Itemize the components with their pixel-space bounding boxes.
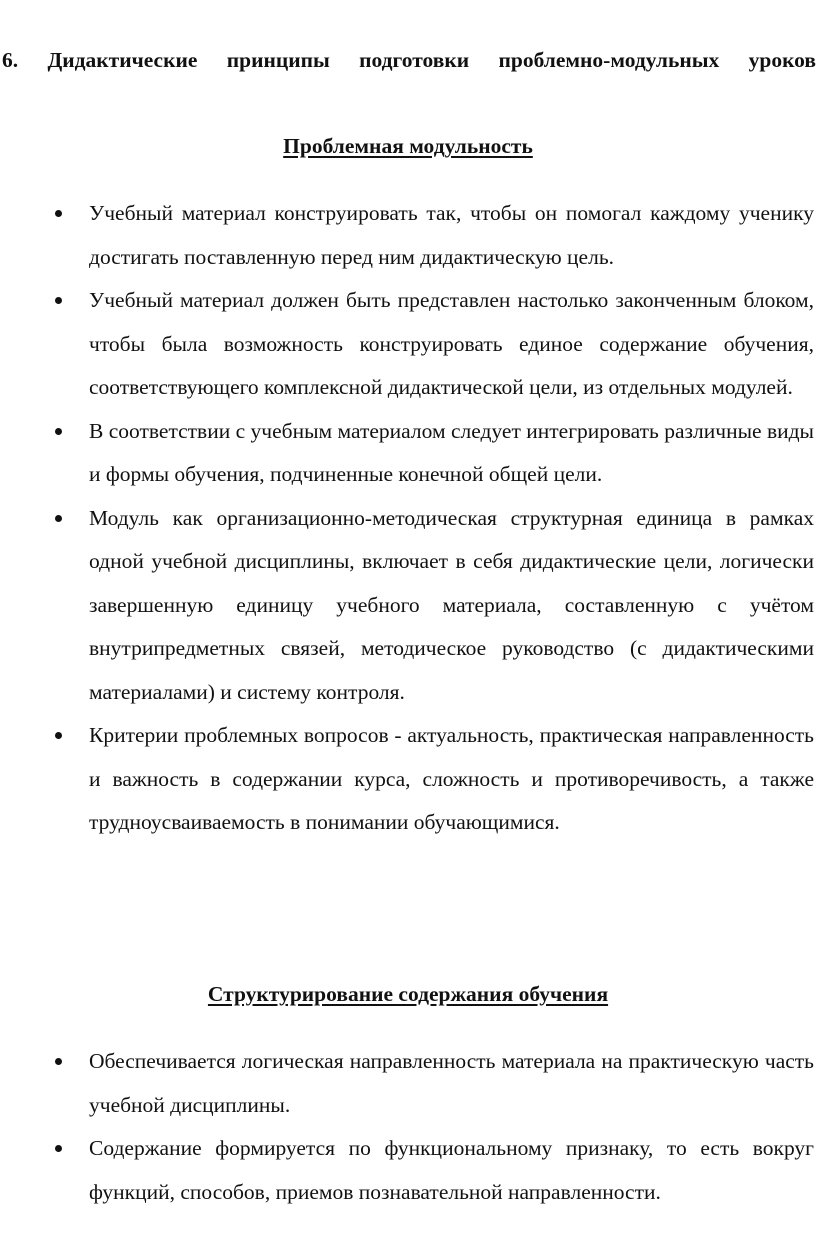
list-item-text: Модуль как организационно-методическая структурная единица в рамках одной учебной дисциплины, включает в себя дидактические цели, логически завершенную единицу учебного материала, составленную с учётом внутрипредметных связей, методическое руководство (с дидактическими материалами) и систему контроля. [89,505,814,704]
list-item-text: Содержание формируется по функциональному признаку, то есть вокруг функций, способов, приемов познавательной направленности. [89,1136,814,1204]
list-item [0,1127,816,1214]
page-title: 6. Дидактические принципы подготовки проблемно-модульных уроков [2,48,816,72]
list-item-text: В соответствии с учебным материалом следует интегрировать различные виды и формы обучения, подчиненные конечной общей цели. [89,418,814,486]
bullet-icon [55,428,62,435]
bullet-icon [55,210,62,217]
bullet-list-content-structuring [0,1040,816,1214]
bullet-icon [55,297,62,304]
list-item-text: Учебный материал конструировать так, чтобы он помогал каждому ученику достигать поставленную перед ним дидактическую цель. [89,201,814,269]
section-heading-problem-modularity: Проблемная модульность [283,134,533,158]
list-item-text: Учебный материал должен быть представлен настолько законченным блоком, чтобы была возможность конструировать единое содержание обучения, соответствующего комплексной дидактической цели, из отдельных модулей. [89,288,814,399]
list-item [0,410,816,497]
list-item [0,1040,816,1127]
bullet-list-problem-modularity [0,192,816,845]
list-item [0,497,816,715]
section-heading-content-structuring: Структурирование содержания обучения [207,982,609,1006]
bullet-icon [55,515,62,522]
list-item [0,279,816,410]
list-item [0,714,816,845]
bullet-icon [55,1145,62,1152]
list-item [0,192,816,279]
bullet-icon [55,732,62,739]
bullet-icon [55,1058,62,1065]
list-item-text: Обеспечивается логическая направленность материала на практическую часть учебной дисциплины. [89,1049,814,1117]
list-item-text: Критерии проблемных вопросов - актуальность, практическая направленность и важность в содержании курса, сложность и противоречивость, а также трудноусваиваемость в понимании обучающимися. [89,723,814,834]
